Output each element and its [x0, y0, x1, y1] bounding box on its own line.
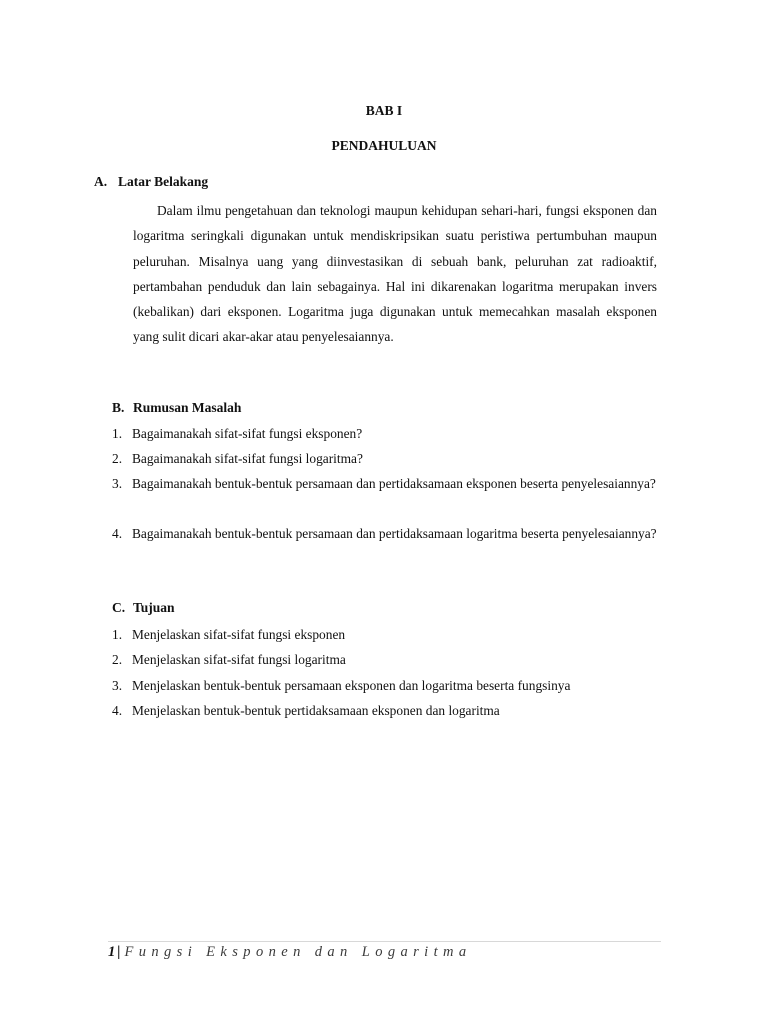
list-item [112, 623, 657, 647]
section-a-paragraph-text: Dalam ilmu pengetahuan dan teknologi maupun kehidupan sehari-hari, fungsi eksponen dan logaritma seringkali digunakan untuk mendiskripsikan suatu peristiwa pertumbuhan maupun peluruhan. Misalnya uang yang diinvestasikan di sebuah bank, peluruhan zat radioaktif, pertambahan penduduk dan lain sebagainya. Hal ini dikarenakan logaritma merupakan invers (kebalikan) dari eksponen. Logaritma juga digunakan untuk memecahkan masalah eksponen yang sulit dicari akar-akar atau penyelesaiannya. [133, 203, 657, 345]
list-item-text: Menjelaskan sifat-sifat fungsi logaritma [132, 652, 346, 667]
list-item-text: Bagaimanakah sifat-sifat fungsi logaritma? [132, 451, 363, 466]
list-item-number: 2. [112, 451, 123, 466]
list-item [112, 699, 657, 723]
section-b-heading [112, 400, 241, 416]
section-a-marker: A. [94, 174, 108, 189]
list-item-text: Bagaimanakah bentuk-bentuk persamaan dan pertidaksamaan logaritma beserta penyelesaiannya? [132, 526, 657, 541]
chapter-title: PENDAHULUAN [331, 138, 437, 153]
list-item-text: Menjelaskan bentuk-bentuk persamaan eksponen dan logaritma beserta fungsinya [132, 678, 571, 693]
section-a-heading [94, 174, 208, 190]
list-item [112, 447, 657, 471]
section-b-title: Rumusan Masalah [133, 400, 242, 415]
section-c-title: Tujuan [133, 600, 175, 615]
list-item-text: Bagaimanakah bentuk-bentuk persamaan dan pertidaksamaan eksponen beserta penyelesaiannya? [132, 476, 656, 491]
list-item-number: 2. [112, 652, 123, 667]
list-item-number: 3. [112, 476, 123, 491]
list-item-number: 3. [112, 678, 123, 693]
list-item-number: 4. [112, 526, 123, 541]
section-a-paragraph [133, 198, 657, 350]
list-item-number: 1. [112, 426, 123, 441]
footer-title: Fungsi Eksponen dan Logaritma [124, 944, 472, 960]
list-item-text: Menjelaskan sifat-sifat fungsi eksponen [132, 627, 346, 642]
list-item [112, 472, 657, 496]
list-item-text: Bagaimanakah sifat-sifat fungsi eksponen? [132, 426, 363, 441]
list-item-number: 1. [112, 627, 123, 642]
list-item [112, 674, 657, 698]
footer-separator: | [117, 944, 121, 960]
list-item-number: 4. [112, 703, 123, 718]
list-item [112, 422, 657, 446]
section-a-title: Latar Belakang [118, 174, 209, 189]
list-item [112, 648, 657, 672]
section-c-marker: C. [112, 600, 126, 615]
footer-divider [108, 941, 661, 942]
section-c-heading [112, 600, 175, 616]
page-footer [108, 944, 472, 961]
footer-page-number: 1 [108, 944, 116, 960]
list-item [112, 522, 657, 546]
list-item-text: Menjelaskan bentuk-bentuk pertidaksamaan eksponen dan logaritma [132, 703, 500, 718]
section-b-marker: B. [112, 400, 125, 415]
chapter-number: BAB I [365, 103, 403, 118]
